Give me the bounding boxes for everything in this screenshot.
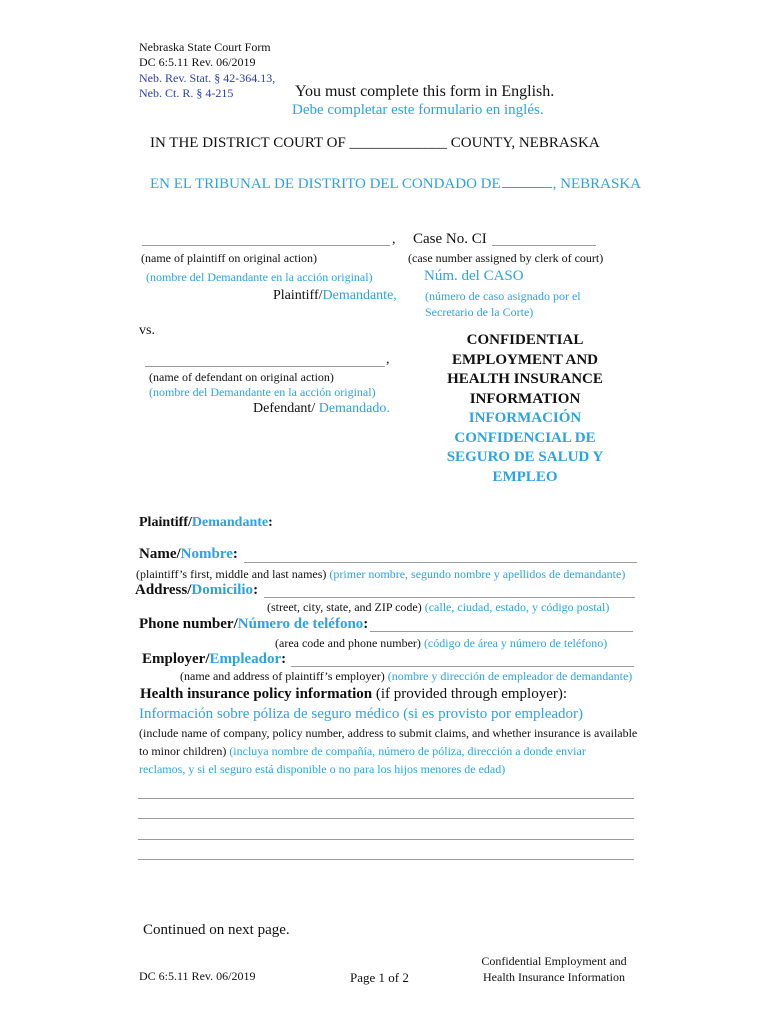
name-hint-es: (primer nombre, segundo nombre y apellidos de demandante): [326, 567, 626, 581]
document-title-line: EMPLOYMENT AND: [452, 351, 598, 368]
plaintiff-role-en: Plaintiff/: [273, 288, 323, 303]
spanish-notice: Debe completar este formulario en inglés.: [292, 102, 544, 118]
document-title-spanish-line: INFORMACIÓN: [468, 410, 582, 426]
name-hint: [136, 567, 625, 582]
case-number-hint: (case number assigned by clerk of court): [408, 251, 604, 265]
address-field-label: [135, 582, 258, 599]
case-number-line[interactable]: [492, 245, 596, 246]
name-hint-en: (plaintiff’s first, middle and last names): [136, 567, 327, 581]
defendant-role: [253, 401, 390, 417]
phone-label-es: Número de teléfono: [237, 616, 364, 632]
section-heading-en: Plaintiff/: [139, 515, 192, 530]
health-insurance-label-spanish: Información sobre póliza de seguro médico (si es provisto por empleador): [139, 706, 584, 722]
plaintiff-comma: ,: [392, 232, 396, 247]
defendant-label-spanish: (nombre del Demandante en la acción original): [149, 385, 376, 399]
employer-field-label: [142, 651, 286, 668]
health-info-line[interactable]: [138, 798, 634, 799]
plaintiff-label: (name of plaintiff on original action): [141, 251, 318, 265]
plaintiff-role: [273, 288, 397, 304]
phone-label-colon: :: [363, 616, 369, 632]
case-number-label-spanish: Núm. del CASO: [424, 268, 524, 284]
court-title-spanish-prefix: EN EL TRIBUNAL DE DISTRITO DEL CONDADO DE: [150, 176, 501, 192]
plaintiff-role-es: Demandante,: [322, 288, 397, 303]
name-field[interactable]: [244, 562, 637, 563]
address-hint: [267, 600, 609, 615]
health-info-line[interactable]: [138, 818, 634, 819]
defendant-role-es: Demandado.: [315, 401, 390, 416]
document-title-spanish-line: CONFIDENCIAL DE: [454, 429, 596, 446]
name-field-label: [139, 546, 238, 563]
case-number-hint-spanish-2: Secretario de la Corte): [425, 305, 534, 319]
health-insurance-note-3: reclamos, y si el seguro está disponible o no para los hijos menores de edad): [139, 762, 506, 776]
section-heading-es: Demandante: [191, 515, 269, 530]
address-label-es: Domicilio: [191, 582, 254, 598]
employer-hint: [180, 669, 632, 684]
health-info-line[interactable]: [138, 859, 634, 860]
employer-label-colon: :: [281, 651, 287, 667]
court-title-spanish: [150, 176, 641, 193]
document-title-line: HEALTH INSURANCE: [447, 371, 603, 387]
continued-note: Continued on next page.: [143, 922, 290, 938]
phone-hint-en: (area code and phone number): [275, 636, 421, 650]
county-blank[interactable]: [502, 187, 552, 188]
form-name: Nebraska State Court Form: [139, 40, 271, 54]
page-number: Page 1 of 2: [350, 970, 409, 985]
health-label-en: Health insurance policy information: [140, 686, 373, 702]
plaintiff-name-line[interactable]: [142, 245, 390, 246]
health-insurance-label: [140, 686, 567, 703]
phone-hint: [275, 636, 607, 651]
name-label-colon: :: [232, 546, 238, 562]
phone-number-field[interactable]: [370, 631, 633, 632]
footer-title: [470, 953, 638, 985]
address-label-colon: :: [253, 582, 259, 598]
case-number-hint-spanish-1: (número de caso asignado por el: [425, 289, 581, 303]
health-insurance-note-1: (include name of company, policy number, address to submit claims, and whether insurance is available: [139, 726, 638, 740]
address-hint-en: (street, city, state, and ZIP code): [267, 600, 422, 614]
document-title-line: CONFIDENTIAL: [466, 332, 584, 348]
plaintiff-label-spanish: (nombre del Demandante en la acción original): [146, 270, 373, 284]
phone-field-label: [139, 616, 368, 633]
document-title-line: INFORMATION: [469, 390, 581, 407]
court-title-spanish-suffix: , NEBRASKA: [552, 176, 642, 192]
case-number-label: Case No. CI: [413, 231, 487, 247]
section-heading-colon: :: [268, 515, 273, 530]
phone-hint-es: (código de área y número de teléfono): [420, 636, 608, 650]
footer-title-line: Health Insurance Information: [483, 970, 625, 984]
rule-reference: Neb. Ct. R. § 4-215: [139, 86, 234, 100]
form-code: DC 6:5.11 Rev. 06/2019: [139, 55, 256, 69]
health-note-en-2: to minor children): [139, 744, 227, 758]
statute-reference: Neb. Rev. Stat. § 42-364.13,: [139, 71, 276, 85]
name-label-en: Name/: [139, 546, 181, 562]
name-label-es: Nombre: [180, 546, 233, 562]
document-title-spanish-line: SEGURO DE SALUD Y: [446, 449, 604, 465]
address-field[interactable]: [264, 597, 635, 598]
defendant-comma: ,: [386, 352, 390, 367]
employer-label-en: Employer/: [142, 651, 210, 667]
english-notice: You must complete this form in English.: [295, 83, 555, 100]
health-insurance-note-2: [139, 744, 586, 759]
employer-field[interactable]: [291, 666, 634, 667]
employer-hint-en: (name and address of plaintiff’s employer): [180, 669, 385, 683]
health-note-es-2: (incluya nombre de compañía, número de póliza, dirección a donde enviar: [226, 744, 586, 758]
phone-label-en: Phone number/: [139, 616, 238, 632]
address-label-en: Address/: [135, 582, 192, 598]
document-title-spanish-line: EMPLEO: [492, 468, 558, 485]
employer-hint-es: (nombre y dirección de empleador de demandante): [384, 669, 633, 683]
footer-form-code: DC 6:5.11 Rev. 06/2019: [139, 969, 256, 983]
health-info-line[interactable]: [138, 839, 634, 840]
health-label-rest: (if provided through employer):: [372, 686, 568, 702]
plaintiff-section-heading: [139, 515, 273, 531]
court-title: IN THE DISTRICT COURT OF _____________ COUNTY, NEBRASKA: [150, 135, 600, 151]
defendant-name-line[interactable]: [145, 366, 385, 367]
address-hint-es: (calle, ciudad, estado, y código postal): [421, 600, 610, 614]
versus: vs.: [139, 323, 155, 338]
footer-title-line: Confidential Employment and: [481, 954, 627, 968]
defendant-label: (name of defendant on original action): [149, 370, 334, 384]
document-title: [420, 331, 630, 487]
employer-label-es: Empleador: [209, 651, 282, 667]
defendant-role-en: Defendant/: [253, 401, 316, 416]
